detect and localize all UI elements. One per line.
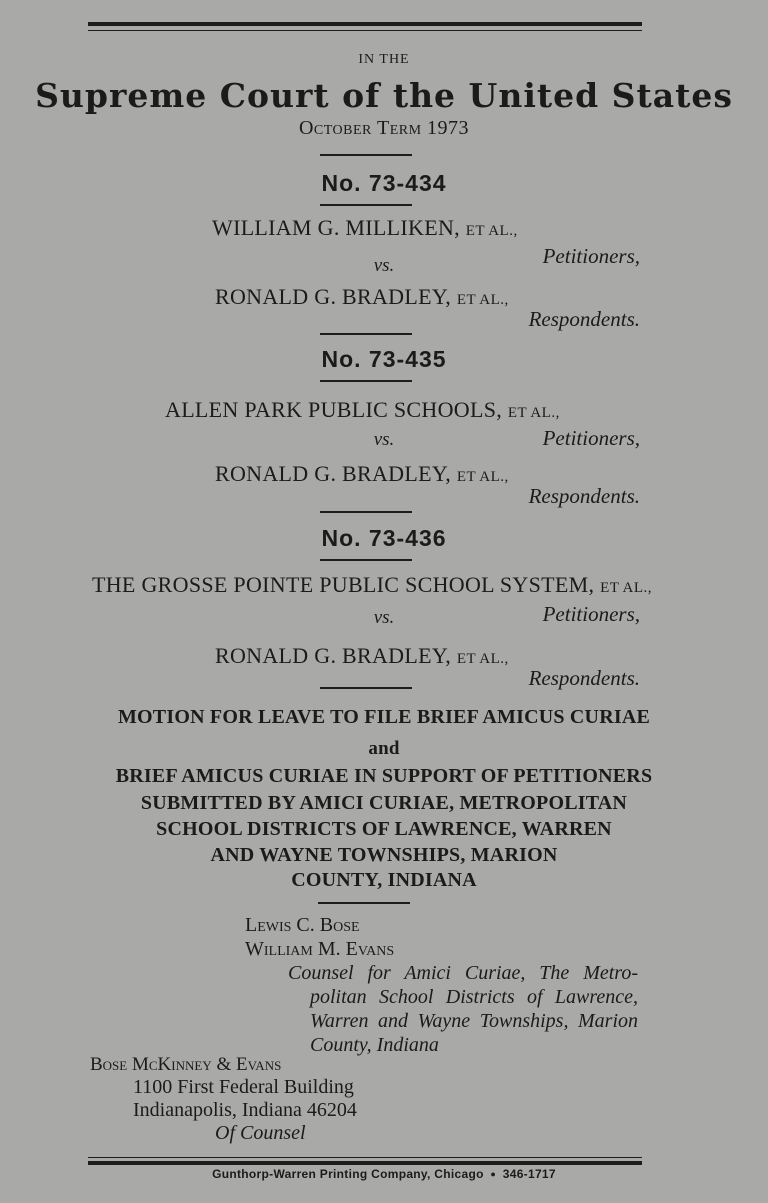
petitioner-name: WILLIAM G. MILLIKEN, ET AL.,	[212, 215, 518, 240]
bullet-icon: ●	[490, 1169, 497, 1179]
petitioner-role: Petitioners,	[542, 244, 640, 268]
case-number: No. 73-434	[321, 170, 447, 196]
respondent-name: RONALD G. BRADLEY, ET AL.,	[215, 284, 509, 309]
case-divider	[320, 511, 412, 513]
court-name: Supreme Court of the United States	[35, 76, 733, 115]
title-line: BRIEF AMICUS CURIAE IN SUPPORT OF PETITIONERS	[115, 765, 653, 787]
versus: vs.	[373, 429, 395, 450]
case-divider	[320, 380, 412, 382]
petitioner-role: Petitioners,	[542, 602, 640, 626]
top-rule-thin	[88, 30, 642, 31]
top-rule-thick	[88, 22, 642, 26]
counsel-desc-line: Counsel for Amici Curiae, The Metro-	[288, 962, 638, 984]
counsel-name: Lewis C. Bose	[245, 914, 360, 936]
petitioner-role: Petitioners,	[542, 426, 640, 450]
counsel-description	[288, 961, 638, 1057]
of-counsel-label: Of Counsel	[215, 1122, 306, 1144]
counsel-name: William M. Evans	[245, 938, 395, 960]
respondent-name: RONALD G. BRADLEY, ET AL.,	[215, 461, 509, 486]
respondent-role: Respondents.	[528, 666, 640, 690]
address-line: Indianapolis, Indiana 46204	[133, 1099, 357, 1121]
law-firm: Bose McKinney & Evans	[90, 1054, 282, 1075]
title-line: COUNTY, INDIANA	[291, 869, 477, 891]
bottom-rule-thin	[88, 1157, 642, 1158]
case-divider	[320, 559, 412, 561]
counsel-desc-line: County, Indiana	[310, 1034, 439, 1056]
title-line: SUBMITTED BY AMICI CURIAE, METROPOLITAN	[140, 792, 628, 814]
case-divider	[320, 204, 412, 206]
case-number: No. 73-435	[321, 346, 447, 372]
title-line: SCHOOL DISTRICTS OF LAWRENCE, WARREN	[156, 818, 612, 840]
counsel-desc-line: politan School Districts of Lawrence,	[310, 986, 638, 1008]
in-the-label: IN THE	[358, 52, 410, 67]
case-number: No. 73-436	[321, 525, 447, 551]
case-divider	[320, 154, 412, 156]
term: October Term 1973	[298, 117, 470, 139]
petitioner-name: ALLEN PARK PUBLIC SCHOOLS, ET AL.,	[165, 397, 560, 422]
case-divider	[320, 333, 412, 335]
respondent-role: Respondents.	[528, 484, 640, 508]
address-line: 1100 First Federal Building	[133, 1076, 354, 1098]
bottom-rule-thick	[88, 1161, 642, 1165]
versus: vs.	[373, 255, 395, 276]
versus: vs.	[373, 607, 395, 628]
title-line: MOTION FOR LEAVE TO FILE BRIEF AMICUS CURIAE	[117, 706, 651, 728]
counsel-desc-line: Warren and Wayne Townships, Marion	[310, 1010, 638, 1032]
petitioner-name: THE GROSSE POINTE PUBLIC SCHOOL SYSTEM, ET AL.,	[92, 572, 653, 597]
case-divider	[320, 687, 412, 689]
title-line: AND WAYNE TOWNSHIPS, MARION	[210, 844, 558, 866]
title-line: and	[368, 738, 400, 759]
printer-credit: Gunthorp-Warren Printing Company, Chicago ● 346-1717	[212, 1167, 556, 1181]
respondent-role: Respondents.	[528, 307, 640, 331]
title-divider	[318, 902, 410, 904]
respondent-name: RONALD G. BRADLEY, ET AL.,	[215, 643, 509, 668]
